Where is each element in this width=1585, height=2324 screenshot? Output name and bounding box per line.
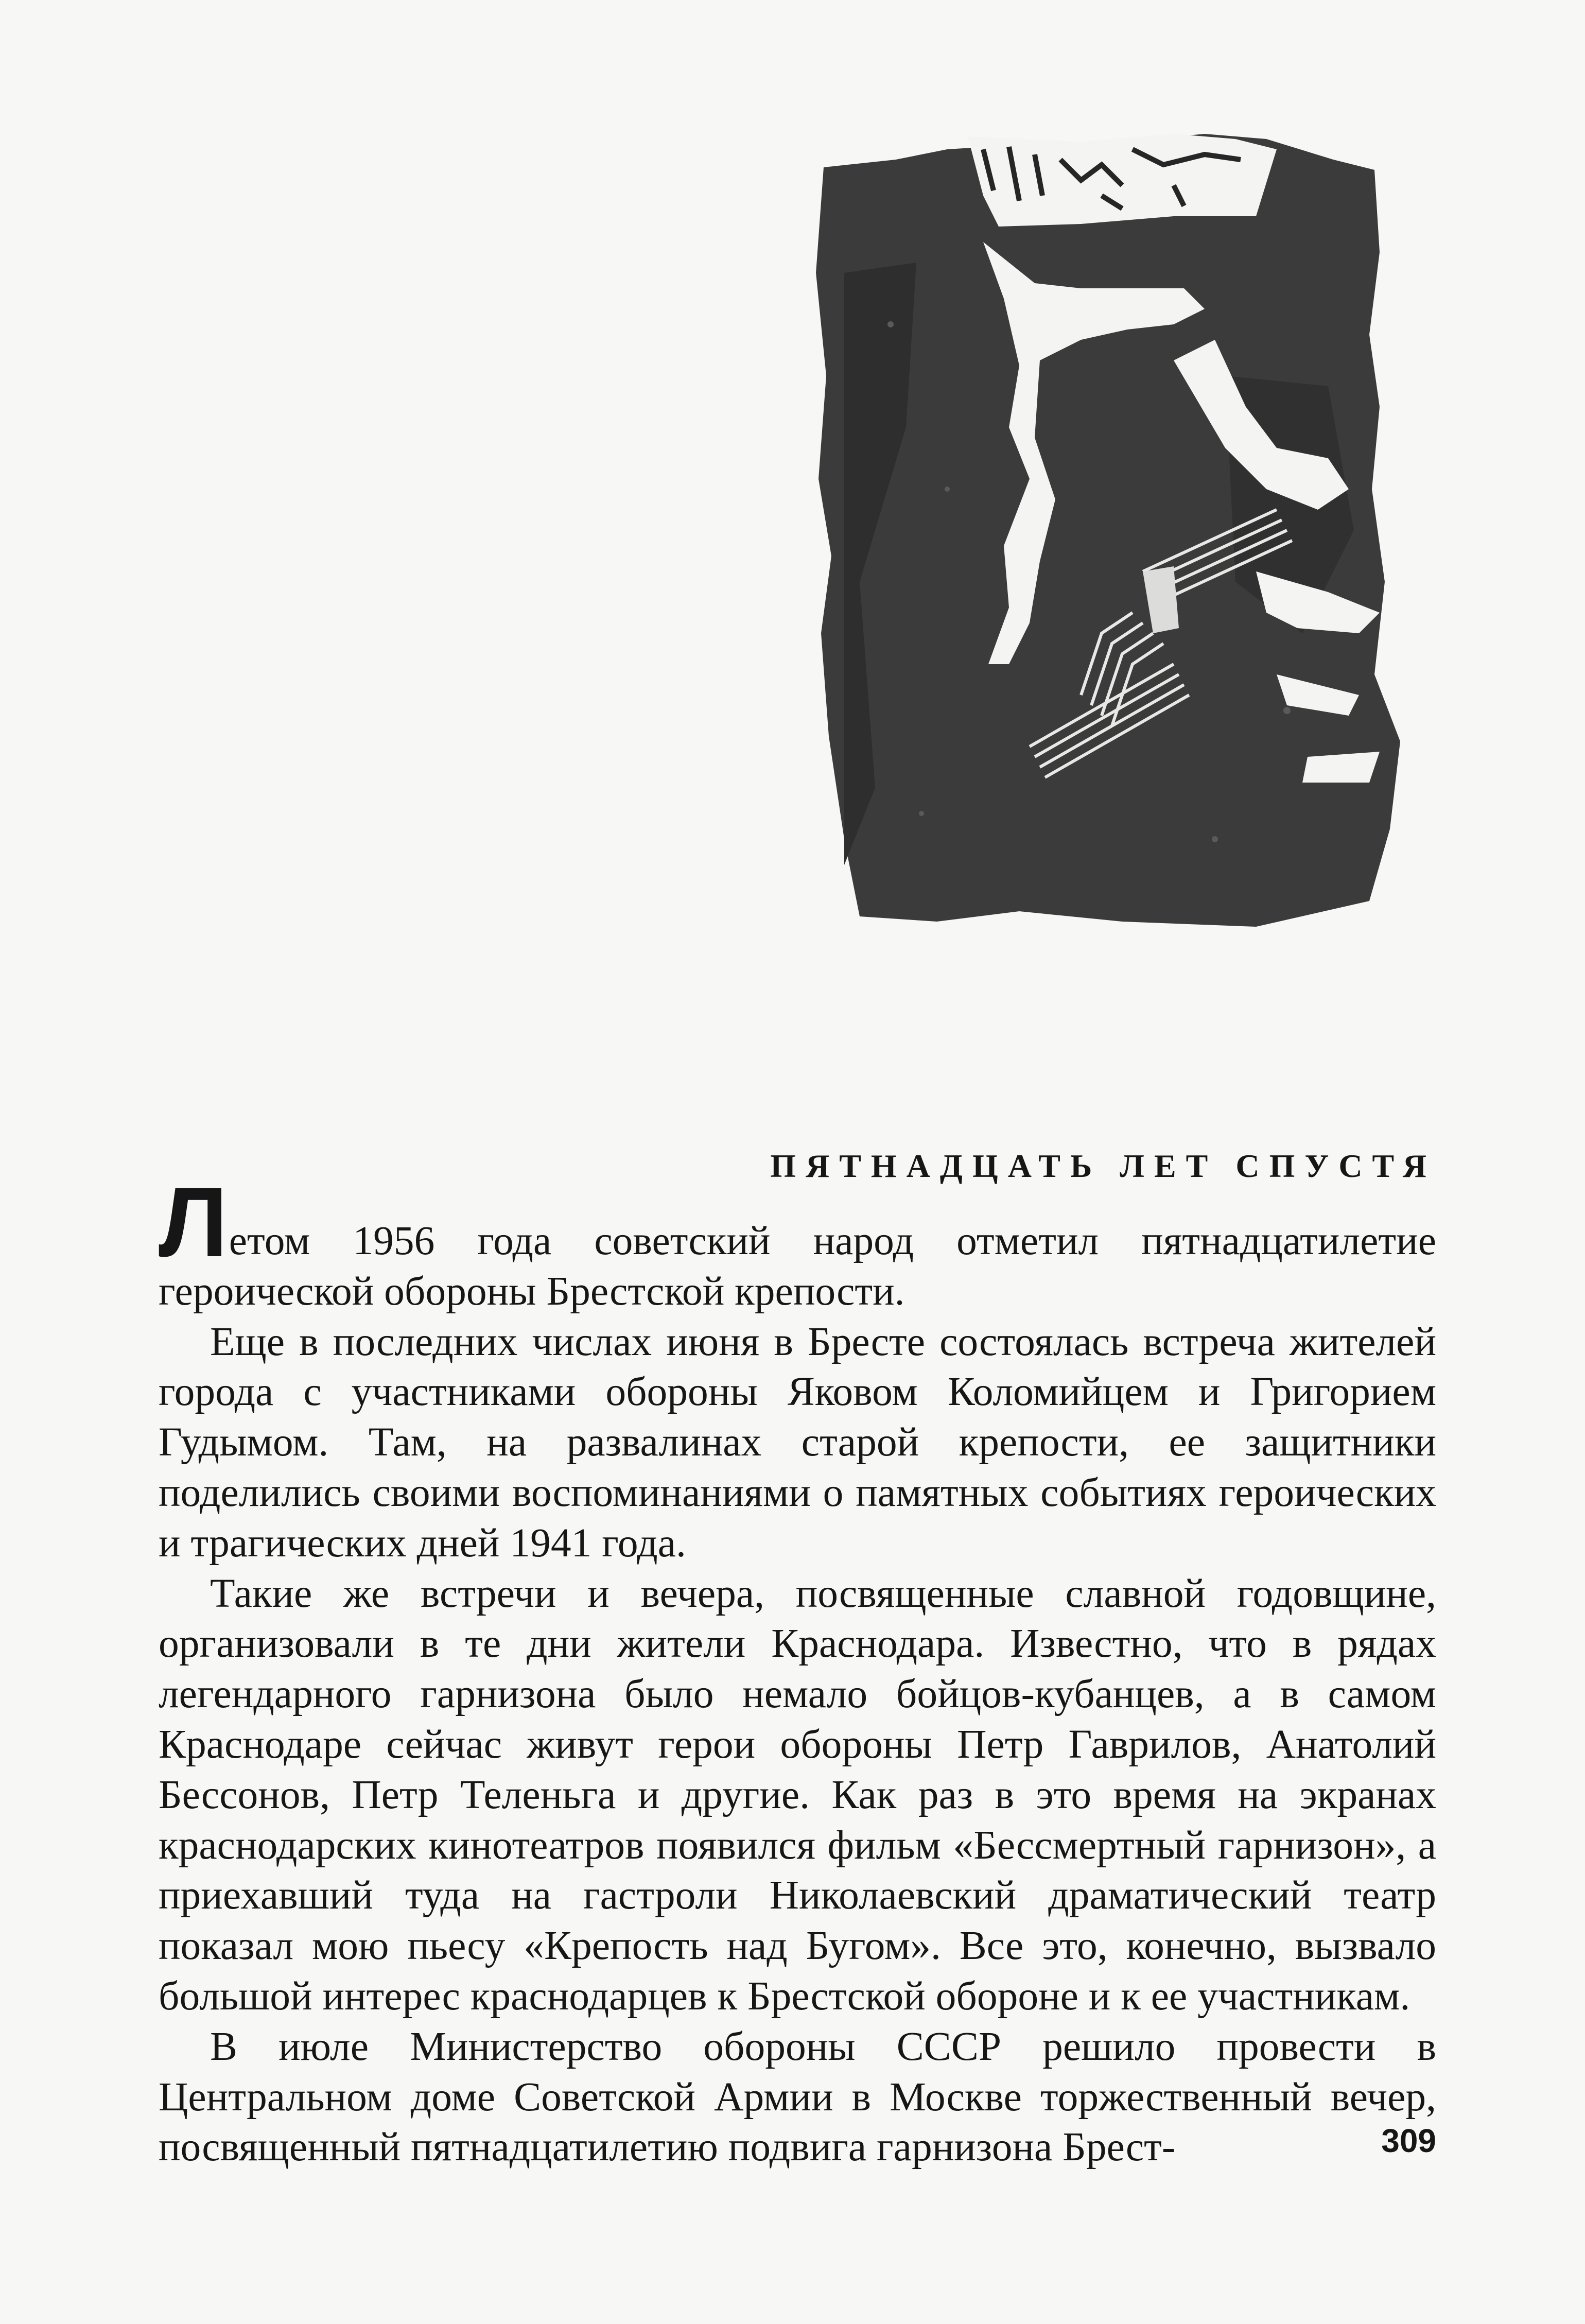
- paragraph: Еще в последних числах июня в Бресте состоялась встреча жителей города с участниками обороны Яковом Коломийцем и Григорием Гудымом. Там, на развалинах старой крепости, ее защитники поделились своими воспоминаниями о памятных событиях героических и трагических дней 1941 года.: [159, 1319, 1436, 1566]
- page-number: 309: [1381, 2122, 1436, 2159]
- drop-cap: Л: [159, 1166, 228, 1277]
- woodcut-illustration-icon: [813, 118, 1421, 952]
- paragraph: Такие же встречи и вечера, посвященные славной годовщине, организовали в те дни жители Краснодара. Известно, что в рядах легендарного гарнизона было немало бойцов-кубанцев, а в самом Краснодаре сейчас живут герои обороны Петр Гаврилов, Анатолий Бессонов, Петр Теленьга и другие. Как раз в это время на экранах краснодарских кинотеатров появился фильм «Бессмертный гарнизон», а приехавший туда на гастроли Николаевский драматический театр показал мою пьесу «Крепость над Бугом». Все это, конечно, вызвало большой интерес краснодарцев к Брестской обороне и к ее участникам.: [159, 1570, 1436, 2019]
- paragraph-text: етом 1956 года советский народ отметил пятнадцатилетие героической обороны Брестской крепости.: [159, 1218, 1436, 1314]
- chapter-title: ПЯТНАДЦАТЬ ЛЕТ СПУСТЯ: [770, 1148, 1436, 1184]
- paragraph: В июле Министерство обороны СССР решило провести в Центральном доме Советской Армии в Москве торжественный вечер, посвященный пятнадцатилетию подвига гарнизона Брест-: [159, 2023, 1436, 2170]
- woodcut-illustration: [813, 118, 1421, 952]
